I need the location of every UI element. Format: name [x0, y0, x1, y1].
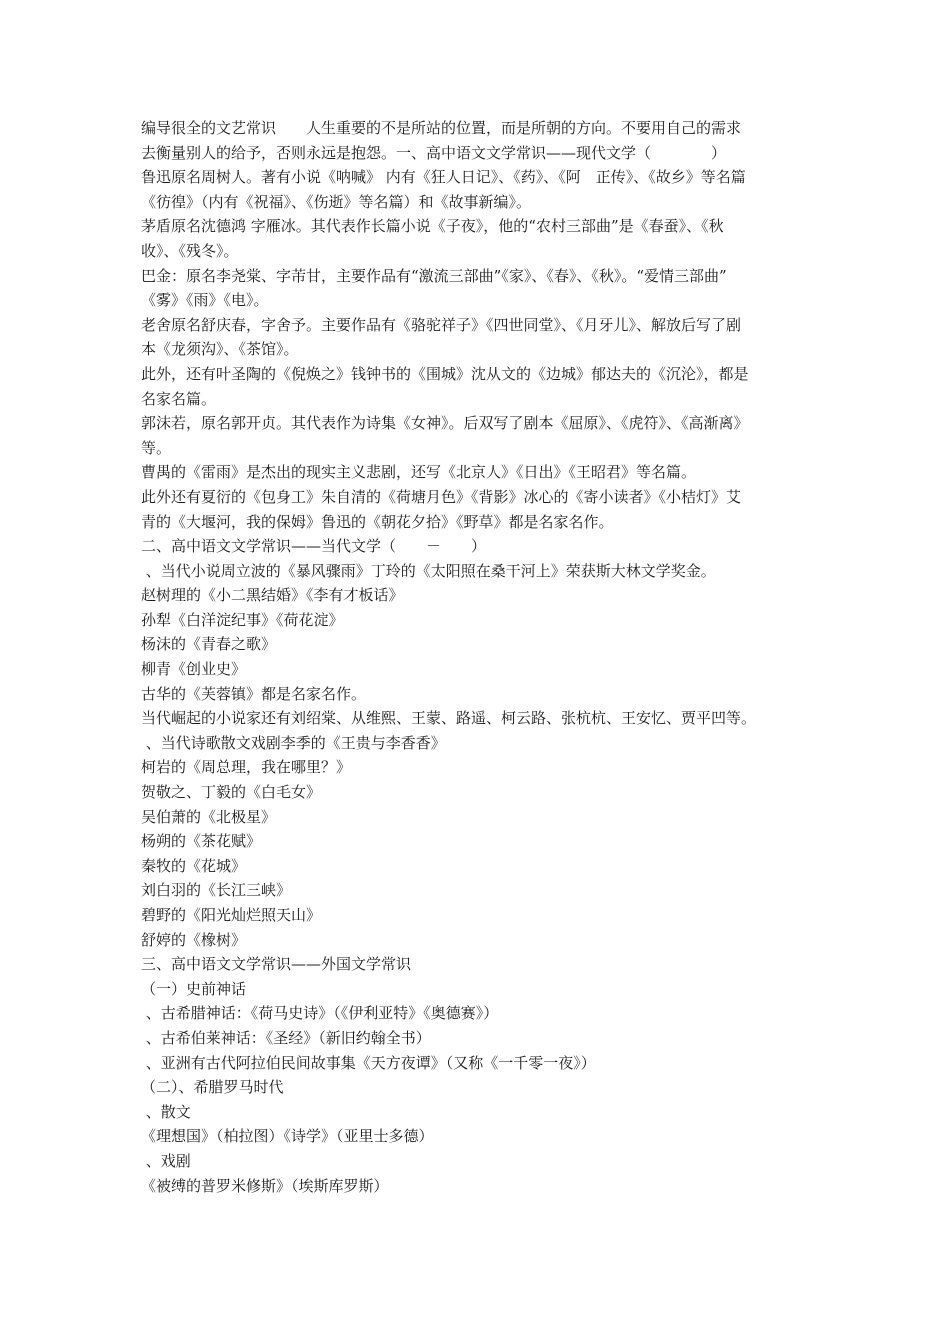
- text-line: 等。: [141, 438, 172, 457]
- text-line: 吴伯萧的《北极星》: [141, 807, 277, 826]
- text-line: 秦牧的《花城》: [141, 856, 247, 875]
- section-heading: 三、高中语文文学常识——外国文学常识: [141, 955, 412, 974]
- text-line: 刘白羽的《长江三峡》: [141, 881, 292, 900]
- text-line: 杨沫的《青春之歌》: [141, 635, 277, 654]
- text-line: 鲁迅原名周树人。著有小说《呐喊》 内有《狂人日记》、《药》、《阿 正传》、《故乡》等名篇: [141, 168, 746, 187]
- text-line: 、古希腊神话：《荷马史诗》（《伊利亚特》《奥德赛》）: [141, 1004, 499, 1023]
- text-line: 茅盾原名沈德鸿 字雁冰。其代表作长篇小说《子夜》，他的“农村三部曲”是《春蚕》、《秋: [141, 217, 724, 236]
- text-line: 《被缚的普罗米修斯》（埃斯库罗斯）: [141, 1176, 389, 1195]
- document-body: [141, 116, 817, 1198]
- text-line: 碧野的《阳光灿烂照天山》: [141, 906, 322, 924]
- text-line: 、当代小说周立波的《暴风骤雨》丁玲的《太阳照在桑干河上》荣获斯大林文学奖金。: [141, 561, 716, 580]
- text-line: 贺敬之、丁毅的《白毛女》: [141, 783, 322, 802]
- text-line: 孙犁《白洋淀纪事》《荷花淀》: [141, 610, 344, 629]
- text-line: 《理想国》（柏拉图）《诗学》（亚里士多德）: [141, 1127, 434, 1146]
- text-line: 柯岩的《周总理，我在哪里？》: [141, 758, 352, 777]
- text-line: 去衡量别人的给予，否则永远是抱怨。一、高中语文文学常识——现代文学（ ）: [141, 143, 727, 162]
- text-line: 名家名篇。: [141, 389, 217, 408]
- text-line: 此外，还有叶圣陶的《倪焕之》钱钟书的《围城》沈从文的《边城》郁达夫的《沉沦》，都是: [141, 364, 749, 383]
- text-line: 、散文: [141, 1102, 191, 1121]
- text-line: 老舍原名舒庆春，字舍予。主要作品有《骆驼祥子》《四世同堂》、《月牙儿》、解放后写了剧: [141, 315, 742, 334]
- text-line: 柳青《创业史》: [141, 660, 247, 679]
- text-line: 收》、《残冬》。: [141, 241, 239, 260]
- text-line: 郭沫若，原名郭开贞。其代表作为诗集《女神》。后双写了剧本《屈原》、《虎符》、《高渐离》: [141, 414, 749, 433]
- section-heading: 二、高中语文文学常识——当代文学（ － ）: [141, 537, 487, 556]
- text-line: 巴金：原名李尧棠、字芾甘，主要作品有“激流三部曲”《家》、《春》、《秋》。“爱情三部曲”: [141, 266, 727, 285]
- text-line: 《雾》《雨》《电》。: [141, 291, 269, 310]
- subsection-heading: （一）史前神话: [141, 979, 247, 998]
- text-line: 、戏剧: [141, 1151, 191, 1170]
- text-line: 青的《大堰河，我的保姆》鲁迅的《朝花夕拾》《野草》都是名家名作。: [141, 512, 614, 531]
- text-line: 古华的《芙蓉镇》都是名家名作。: [141, 684, 367, 703]
- text-line: 此外还有夏衍的《包身工》朱自清的《荷塘月色》《背影》冰心的《寄小读者》《小桔灯》艾: [141, 487, 742, 506]
- text-line: 、当代诗歌散文戏剧李季的《王贵与李香香》: [141, 733, 446, 752]
- text-line: 、亚洲有古代阿拉伯民间故事集《天方夜谭》（又称《一千零一夜》）: [141, 1053, 596, 1072]
- text-line: 本《龙须沟》、《茶馆》。: [141, 340, 299, 359]
- subsection-heading: （二）、希腊罗马时代: [141, 1078, 284, 1097]
- text-line: 、古希伯莱神话：《圣经》（新旧约翰全书）: [141, 1028, 431, 1047]
- text-line: 《彷徨》（内有《祝福》、《伤逝》等名篇）和《故事新编》。: [141, 192, 532, 211]
- text-line: 舒婷的《橡树》: [141, 930, 247, 949]
- text-line: 当代崛起的小说家还有刘绍棠、从维熙、王蒙、路遥、柯云路、张杭杭、王安忆、贾平凹等。: [141, 709, 757, 728]
- text-line: 编导很全的文艺常识 人生重要的不是所站的位置，而是所朝的方向。不要用自己的需求: [141, 119, 742, 137]
- text-line: 曹禺的《雷雨》是杰出的现实主义悲剧，还写《北京人》《日出》《王昭君》等名篇。: [141, 463, 697, 482]
- text-line: 赵树理的《小二黑结婚》《李有才板话》: [141, 586, 404, 605]
- text-line: 杨朔的《茶花赋》: [141, 832, 262, 851]
